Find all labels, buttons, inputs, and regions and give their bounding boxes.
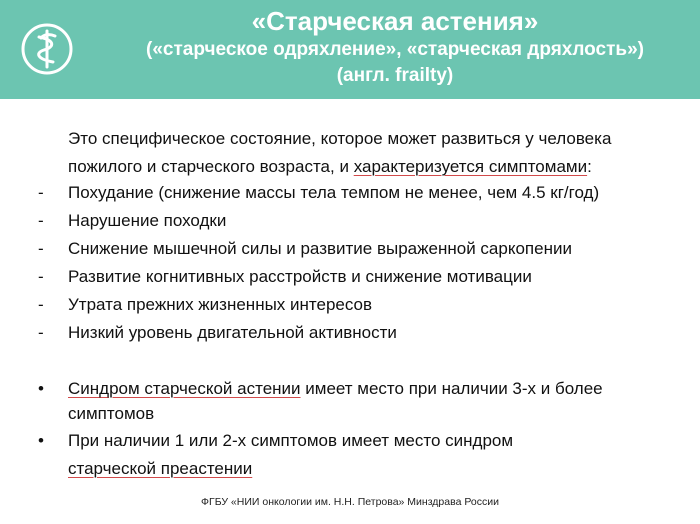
symptom-item [0, 179, 700, 207]
page-title: «Старческая астения» [251, 6, 539, 36]
page-subtitle: («старческое одряхление», «старческая дряхлость») [146, 39, 644, 60]
dash-marker: - [38, 295, 44, 314]
intro-text-part: пожилого и старческого возраста, и [68, 157, 354, 176]
symptom-text: Утрата прежних жизненных интересов [68, 295, 373, 314]
footer-text: ФГБУ «НИИ онкологии им. Н.Н. Петрова» Минздрава России [201, 496, 499, 508]
intro-line-1 [0, 125, 700, 153]
symptom-item [0, 291, 700, 319]
symptom-text: Похудание (снижение массы тела темпом не менее, чем 4.5 кг/год) [68, 183, 600, 202]
bullet-item [0, 427, 700, 455]
symptom-text: Нарушение походки [68, 211, 227, 230]
dash-marker: - [38, 211, 44, 230]
bullet-marker: • [38, 379, 44, 398]
symptom-item [0, 207, 700, 235]
symptom-item [0, 263, 700, 291]
title-block [95, 5, 695, 89]
medical-caduceus-icon [20, 22, 74, 76]
intro-text [68, 153, 592, 181]
bullet-item-continuation [0, 455, 700, 483]
bullet-underlined-text: старческой преастении [68, 459, 253, 478]
bullet-text-rest: имеет место при наличии 3-х и более [300, 379, 603, 398]
header-bar [0, 0, 700, 99]
symptom-text: Снижение мышечной силы и развитие выраженной саркопении [68, 239, 572, 258]
intro-text-colon: : [587, 157, 592, 176]
bullet-text [68, 375, 603, 403]
symptom-text: Развитие когнитивных расстройств и снижение мотивации [68, 267, 532, 286]
page-subtitle-english: (англ. frailty) [336, 65, 454, 86]
bullet-text: симптомов [68, 404, 155, 423]
bullet-text: При наличии 1 или 2-х симптомов имеет место синдром [68, 431, 514, 450]
dash-marker: - [38, 239, 44, 258]
intro-underlined-text: характеризуется симптомами [353, 157, 588, 176]
dash-marker: - [38, 323, 44, 342]
dash-marker: - [38, 183, 44, 202]
dash-marker: - [38, 267, 44, 286]
intro-text: Это специфическое состояние, которое может развиться у человека [68, 129, 612, 148]
bullet-item [0, 375, 700, 403]
symptom-item [0, 235, 700, 263]
symptom-item [0, 319, 700, 347]
bullet-underlined-text: Синдром старческой астении [68, 379, 301, 398]
symptom-text: Низкий уровень двигательной активности [68, 323, 397, 342]
intro-line-2 [0, 153, 700, 181]
bullet-item-continuation [0, 400, 700, 428]
bullet-marker: • [38, 431, 44, 450]
